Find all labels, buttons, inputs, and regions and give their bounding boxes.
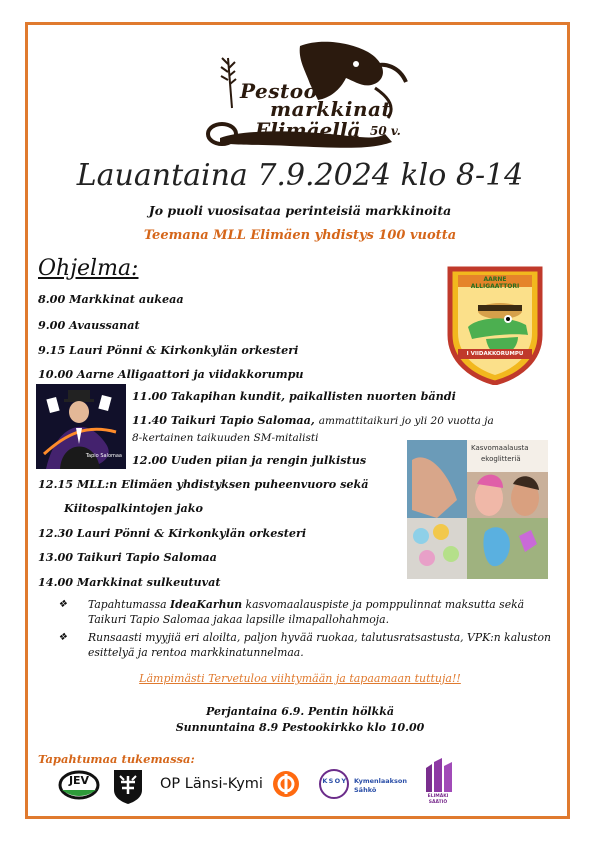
crest-bottom-text: I VIIDAKKORUMPU: [466, 351, 524, 357]
jev-text: JEV: [68, 774, 90, 787]
elimaki-text-line2: SÄÄTIÖ: [428, 800, 448, 805]
crest-top-text: AARNE ALLIGAATTORI: [470, 276, 520, 290]
elimaki-symbol-icon: [418, 756, 458, 796]
jev-logo: [58, 768, 100, 808]
program-item: 12.30 Lauri Pönni & Kirkonkylän orkesteri: [38, 526, 307, 540]
ksoy-name-line1: Kymenlaakson: [354, 777, 407, 785]
logo-text-line2: markkinat: [270, 97, 392, 121]
magician-caption: Tapio Salomaa: [85, 453, 122, 459]
program-item: 12.00 Uuden piian ja rengin julkistus: [132, 453, 367, 467]
diamond-bullet-icon: ❖: [58, 599, 67, 610]
program-item: 9.00 Avaussanat: [38, 318, 140, 332]
program-item: 9.15 Lauri Pönni & Kirkonkylän orkesteri: [38, 343, 299, 357]
logo-text-line1: Pestoo-: [240, 79, 327, 103]
friday-event: Perjantaina 6.9. Pentin hölkkä: [206, 705, 394, 718]
program-item-note-line2: [132, 430, 318, 444]
theme-line: Teemana MLL Elimäen yhdistys 100 vuotta: [143, 228, 457, 243]
facepaint-collage-image: [407, 440, 548, 579]
collage-title-line2: ekoglitteriä: [481, 455, 521, 463]
logo-age: 50 v.: [370, 124, 401, 138]
program-heading: Ohjelma:: [38, 256, 139, 281]
program-item-note2: 8-kertainen taikuuden SM-mitalisti: [132, 432, 319, 444]
program-item: [132, 413, 494, 427]
bullet-item: [58, 630, 558, 660]
program-item-note: ammattitaikuri jo yli 20 vuotta ja: [318, 415, 494, 427]
coat-of-arms-logo: [112, 768, 144, 808]
program-item-title: 11.40 Taikuri Tapio Salomaa,: [132, 413, 315, 427]
op-text: OP Länsi-Kymi: [160, 776, 263, 792]
program-item: 13.00 Taikuri Tapio Salomaa: [38, 550, 217, 564]
magician-photo: [36, 384, 126, 469]
program-item: 12.15 MLL:n Elimäen yhdistyksen puheenvuoro sekä: [38, 477, 369, 491]
sponsors-title: Tapahtumaa tukemassa:: [38, 752, 195, 766]
logo-text-line3: Elimäellä: [255, 118, 361, 142]
subtitle: Jo puoli vuosisataa perinteisiä markkinoita: [148, 203, 452, 218]
program-item: 10.00 Aarne Alligaattori ja viidakkorumpu: [38, 367, 304, 381]
program-item: Kiitospalkintojen jako: [64, 501, 203, 515]
info-bullets: [58, 597, 558, 663]
bullet-bold: IdeaKarhun: [170, 598, 243, 611]
ksoy-name-line2: Sähkö: [354, 786, 377, 794]
elimaki-text-line1: ELIMÄKI: [427, 794, 449, 799]
sunday-event: Sunnuntaina 8.9 Pestookirkko klo 10.00: [175, 721, 425, 734]
op-lansi-kymi-logo: [160, 768, 300, 808]
bullet-text: Tapahtumassa: [88, 598, 171, 611]
alligator-crest-image: [438, 265, 552, 385]
bullet-text: kasvomaalauspiste ja pomppulinnat maksutta sekä Taikuri Tapio Salomaa jakaa lapsille ilmapallohahmoja.: [88, 598, 525, 626]
welcome-text: Lämpimästi Tervetuloa viihtymään ja tapaamaan tuttuja!!: [139, 672, 461, 685]
kymenlaakson-sahko-logo: [318, 768, 410, 808]
collage-title-line1: Kasvomaalausta: [471, 444, 529, 452]
bullet-text: Runsaasti myyjiä eri aloilta, paljon hyvää ruokaa, talutusratsastusta, VPK:n kaluston esittelyä ja rentoa markkinatunnelmaa.: [88, 631, 551, 659]
program-item: 11.00 Takapihan kundit, paikallisten nuorten bändi: [132, 389, 456, 403]
elimaki-saatio-logo: [418, 756, 458, 810]
program-item: 8.00 Markkinat aukeaa: [38, 292, 184, 306]
bullet-item: [58, 597, 558, 627]
op-symbol-icon: [272, 770, 300, 798]
program-item: 14.00 Markkinat sulkeutuvat: [38, 575, 221, 589]
diamond-bullet-icon: ❖: [58, 632, 67, 643]
event-date: Lauantaina 7.9.2024 klo 8-14: [76, 158, 524, 193]
pestoomarkkinat-logo: [170, 38, 420, 150]
ksoy-letters: K S O Y: [322, 777, 346, 785]
